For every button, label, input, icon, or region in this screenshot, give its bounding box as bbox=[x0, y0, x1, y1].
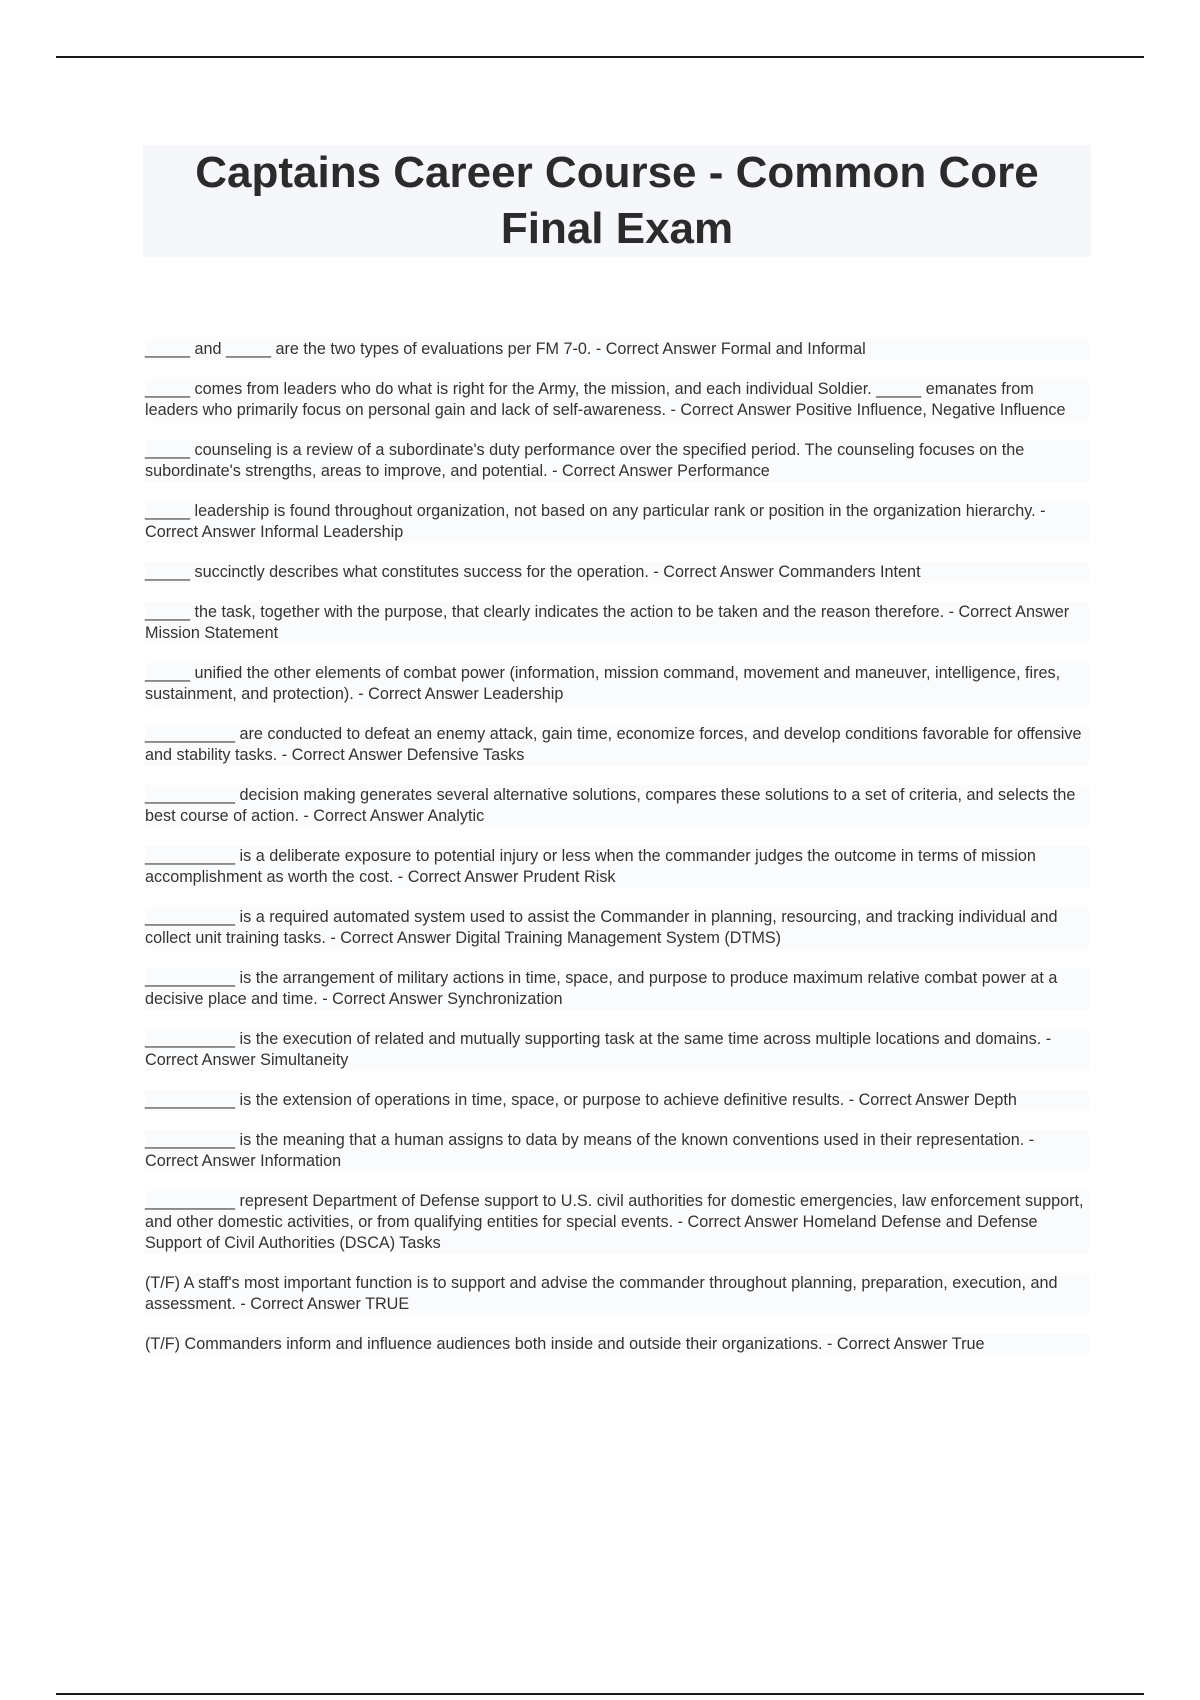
qa-item: __________ is the arrangement of military actions in time, space, and purpose to produce maximum relative combat power at a decisive place and time. - Correct Answer Synchronization bbox=[145, 968, 1089, 1010]
qa-item: _____ unified the other elements of combat power (information, mission command, movement and maneuver, intelligence, fires, sustainment, and protection). - Correct Answer Leadership bbox=[145, 663, 1089, 705]
bottom-divider bbox=[56, 1693, 1144, 1695]
qa-item: (T/F) Commanders inform and influence audiences both inside and outside their organizations. - Correct Answer True bbox=[145, 1334, 1089, 1355]
qa-item: (T/F) A staff's most important function is to support and advise the commander throughout planning, preparation, execution, and assessment. - Correct Answer TRUE bbox=[145, 1273, 1089, 1315]
qa-item: __________ is the meaning that a human assigns to data by means of the known conventions used in their representation. - Correct Answer Information bbox=[145, 1130, 1089, 1172]
qa-item: _____ succinctly describes what constitutes success for the operation. - Correct Answer Commanders Intent bbox=[145, 562, 1089, 583]
qa-item: __________ is the execution of related and mutually supporting task at the same time across multiple locations and domains. - Correct Answer Simultaneity bbox=[145, 1029, 1089, 1071]
qa-item: __________ represent Department of Defense support to U.S. civil authorities for domestic emergencies, law enforcement support, and other domestic activities, or from qualifying entities for special events. - Correct Answer Homeland Defense and Defense Support of Civil Authorities (DSCA) Tasks bbox=[145, 1191, 1089, 1254]
qa-item: __________ decision making generates several alternative solutions, compares these solutions to a set of criteria, and selects the best course of action. - Correct Answer Analytic bbox=[145, 785, 1089, 827]
qa-item: _____ counseling is a review of a subordinate's duty performance over the specified period. The counseling focuses on the subordinate's strengths, areas to improve, and potential. - Correct Answer Performance bbox=[145, 440, 1089, 482]
qa-item: __________ are conducted to defeat an enemy attack, gain time, economize forces, and develop conditions favorable for offensive and stability tasks. - Correct Answer Defensive Tasks bbox=[145, 724, 1089, 766]
qa-item: _____ leadership is found throughout organization, not based on any particular rank or position in the organization hierarchy. - Correct Answer Informal Leadership bbox=[145, 501, 1089, 543]
qa-item: __________ is a deliberate exposure to potential injury or less when the commander judges the outcome in terms of mission accomplishment as worth the cost. - Correct Answer Prudent Risk bbox=[145, 846, 1089, 888]
title-line-2: Final Exam bbox=[500, 204, 734, 253]
qa-item: __________ is the extension of operations in time, space, or purpose to achieve definitive results. - Correct Answer Depth bbox=[145, 1090, 1089, 1111]
qa-item: _____ the task, together with the purpose, that clearly indicates the action to be taken and the reason therefore. - Correct Answer Mission Statement bbox=[145, 602, 1089, 644]
qa-item: __________ is a required automated system used to assist the Commander in planning, resourcing, and tracking individual and collect unit training tasks. - Correct Answer Digital Training Management System (DTMS) bbox=[145, 907, 1089, 949]
top-divider bbox=[56, 56, 1144, 58]
qa-item: _____ and _____ are the two types of evaluations per FM 7-0. - Correct Answer Formal and Informal bbox=[145, 339, 1089, 360]
qa-item: _____ comes from leaders who do what is right for the Army, the mission, and each individual Soldier. _____ emanates from leaders who primarily focus on personal gain and lack of self-awareness. - Correct Answer Positive Influence, Negative Influence bbox=[145, 379, 1089, 421]
title-line-1: Captains Career Course - Common Core bbox=[195, 148, 1039, 197]
question-answer-list bbox=[145, 339, 1089, 1374]
document-title bbox=[143, 145, 1091, 257]
